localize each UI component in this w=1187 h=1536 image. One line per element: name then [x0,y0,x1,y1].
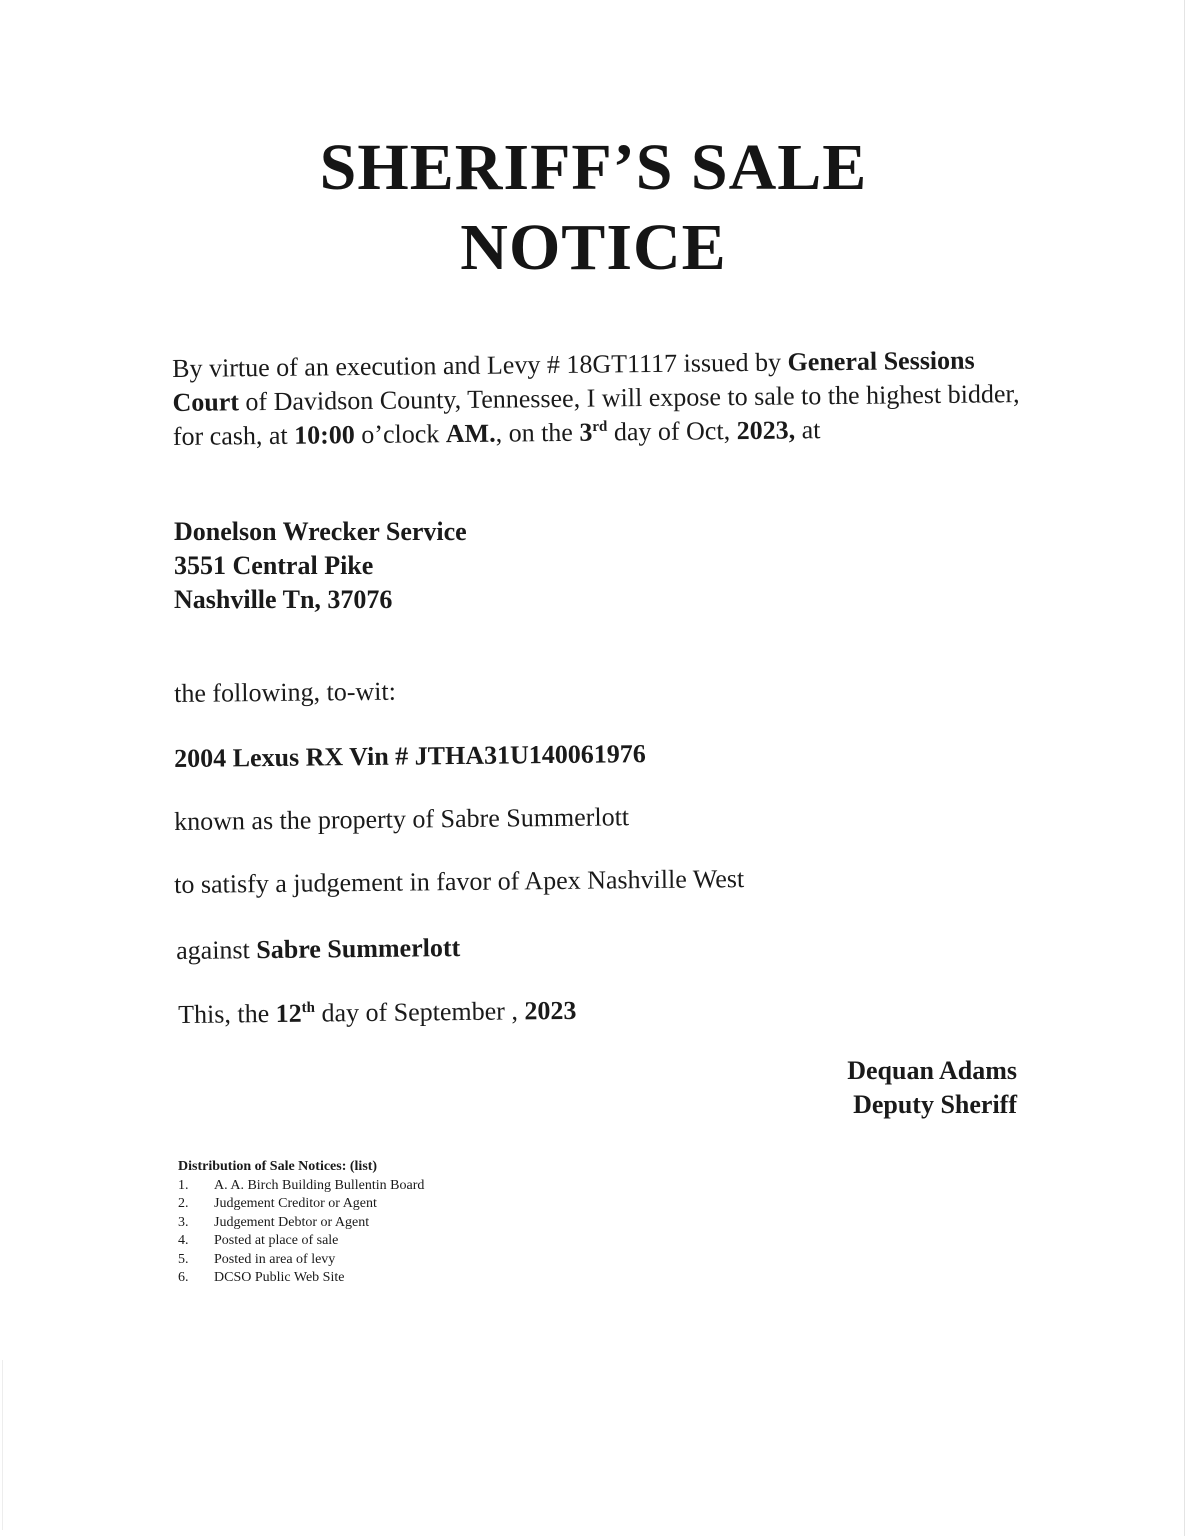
notice-title-line-2: NOTICE [460,211,727,284]
list-item-text: Posted in area of levy [214,1251,336,1267]
sale-day: 3 [579,417,593,447]
vehicle-text: 2004 Lexus RX Vin # JTHA31U140061976 [174,739,646,773]
list-item [178,1232,424,1251]
page-edge-left [2,1360,3,1530]
following-text: the following, to-wit: [174,676,397,708]
intro-paragraph [172,343,1023,454]
vehicle-description [174,738,646,775]
against-label: against [176,935,257,965]
sale-year: 2023, [736,415,796,446]
list-item-number: 4. [178,1233,189,1248]
list-item-text: Judgement Creditor or Agent [214,1196,377,1211]
against-text [176,932,460,967]
sale-ampm: AM. [445,418,496,449]
notice-title-line-1: SHERIFF’S SALE [319,131,868,204]
dated-middle: day of September , [314,996,525,1028]
signer-title: Deputy Sheriff [853,1090,1017,1119]
intro-text-2: of Davidson County, Tennessee, I will expose to sale to the highest bidder, for cash, at [172,379,1020,451]
against-name: Sabre Summerlott [256,933,461,965]
list-item [178,1269,424,1288]
distribution-list [178,1158,424,1288]
intro-text-6: at [794,415,821,445]
list-item-text: A. A. Birch Building Bullentin Board [214,1177,425,1193]
list-item-number: 6. [178,1270,189,1285]
list-item [178,1251,424,1270]
sale-day-suffix: rd [592,418,608,435]
dated-text [178,995,577,1031]
list-item [178,1214,424,1233]
intro-text-5: day of Oct, [607,416,737,447]
location-city: Nashville Tn, 37076 [174,585,393,614]
list-item [178,1195,424,1214]
distribution-items [178,1177,424,1288]
distribution-title: Distribution of Sale Notices: (list) [178,1159,378,1174]
property-owner-text: known as the property of Sabre Summerlott [174,802,630,836]
list-item-number: 5. [178,1251,189,1267]
judgement-text: to satisfy a judgement in favor of Apex Nashville West [174,864,745,899]
list-item-text: Posted at place of sale [214,1233,339,1248]
dated-day: 12 [275,998,302,1028]
list-item-text: Judgement Debtor or Agent [214,1214,370,1230]
location-name: Donelson Wrecker Service [174,517,467,546]
list-item-text: DCSO Public Web Site [214,1270,345,1285]
notice-title [0,128,1187,288]
list-item-number: 2. [178,1196,189,1211]
court-name: General Sessions Court [172,345,975,417]
list-item [178,1177,424,1196]
location-street: 3551 Central Pike [174,551,374,580]
dated-year: 2023 [524,995,577,1026]
list-item-number: 1. [178,1177,189,1193]
dated-day-suffix: th [301,999,316,1017]
signer-name: Dequan Adams [847,1056,1017,1085]
intro-text-3: o’clock [354,419,446,450]
signature-block [847,1054,1017,1122]
list-item-number: 3. [178,1214,189,1230]
sale-location [174,515,467,617]
intro-text-4: , on the [495,417,580,448]
sale-time: 10:00 [294,420,355,450]
intro-text-1: By virtue of an execution and Levy # 18GT1117 issued by [172,347,788,383]
dated-prefix: This, the [178,998,276,1029]
